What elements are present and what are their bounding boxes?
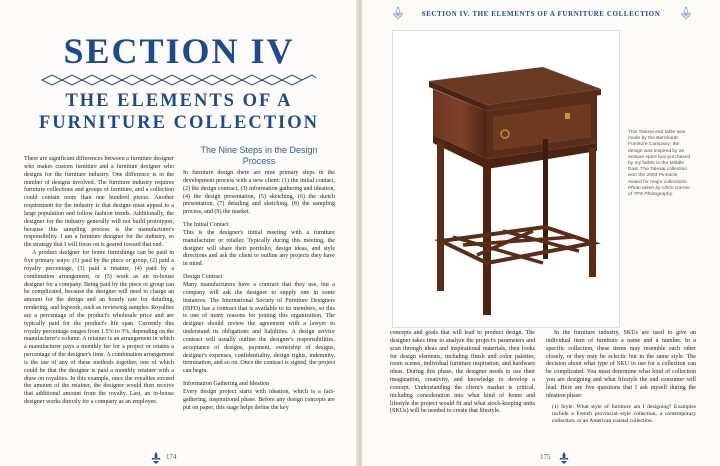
caption-line: by my father in the Middle [628, 161, 684, 167]
caption-line: of TPS Photography. [628, 192, 674, 198]
ornament-divider-icon [40, 74, 318, 86]
caption-line: antique spice box purchased [628, 154, 691, 160]
paragraph: Many manufacturers have a contract that they use, but a company will ask the designer to supply one in some instances. The International Society of Furniture Designers (ISFD) has a contract that is available to its members, so this is one of many reasons for joining this organization. The designer should review the agreement with a lawyer to understand its obligations and liabilities. A design service contract will usually outline the designer's responsibilities, acceptance of designs, payment, ownership of designs, designer's expenses, confidentiality, design rights, indemnity, termination, and so on. Once the contract is signed, the project can begin. [183, 281, 335, 375]
question-list [546, 404, 696, 425]
paragraph: In furniture design there are nine primary steps in the development process with a new client: (1) the initial contact, (2) the design contract, (3) information gathering and ideation, (4) the design presentation, (5) sketching, (6) the sketch presentation, (7) detailing and sketching, (8) the sampling process, and (9) the market. [183, 170, 335, 216]
caption-line: East. The Talesai collection [628, 167, 688, 173]
paragraph: This is the designer's initial meeting with a furniture manufacturer or retailer. Typically during this meeting, the designer will share their portfolio, design ideas, and style directions and ask the client to outline any projects they have in mind. [183, 229, 335, 268]
chapter-title-line-2: FURNITURE COLLECTION [38, 113, 320, 133]
paragraph: Every design project starts with ideation, which is a fact-gathering, inspirational phase. Before any design concepts are put on paper, this stage helps define the key [183, 388, 335, 411]
left-column-1 [24, 156, 174, 407]
paragraph: There are significant differences between a furniture designer who makes custom furniture and a furniture designer who designs for the furniture industry. One difference is in the number of designs involved. The furniture industry requires furniture collections and groups of furniture, and a collection could contain more than one hundred pieces. Another requirement for the industry is that designs must appeal to a large population and follow fashion trends. Additionally, the designer for the industry generally will not build prototypes, because this sampling process is the manufacturer's responsibility. I am a furniture designer for the industry, so the strategy that I will focus on is geared toward that end. [24, 156, 174, 249]
left-column-2 [183, 145, 335, 412]
page-number: 175 [540, 453, 551, 461]
right-column-1 [390, 330, 535, 416]
caption-line: won the 2003 Pinnacle [628, 173, 678, 179]
caption-line: This Talesai end table was [628, 130, 686, 135]
left-page [0, 0, 358, 466]
paragraph: concepts and goals that will lead to product design. The designer takes time to analyze the project's parameters and scan through ideas and inspirational materials, then looks for design elements, including finish and color palettes, room scenes, individual furniture inspiration, and hardware ideas. During this phase, the designer needs to use their imagination, creativity, and knowledge to develop a concept. Understanding the client's market is critical, including consideration into what kind of home and lifestyle the project would fit and what stock-keeping units (SKUs) will be needed to create that lifestyle. [390, 330, 535, 415]
end-table-illustration [393, 31, 619, 327]
chapter-title-line-1: THE ELEMENTS OF A [65, 91, 293, 111]
info-gathering-heading: Information Gathering and Ideation [183, 381, 270, 388]
right-column-2 [546, 330, 696, 425]
photo-caption [628, 130, 698, 198]
right-page [362, 0, 720, 466]
caption-line: Award for major collections. [628, 179, 688, 185]
design-contract-heading: Design Contract [183, 274, 223, 281]
caption-line: made by the Bernhardt [628, 136, 678, 142]
end-table-photo [392, 30, 620, 328]
list-item: (1) Style: What style of furniture am I designing? Examples include a French provincial–style collection, a contemporary collection, or an American coastal collection. [552, 403, 696, 424]
caption-line: Furniture Company; the [628, 142, 680, 148]
section-title: SECTION IV [63, 31, 295, 71]
paragraph: In the furniture industry, SKUs are used to give an individual item of furniture a name and a number. In a specific collection, these items may resemble each other closely, or they may be eclectic but in the same style. The decision about what type of SKU to use for a collection can be complicated. You must determine what kind of collection you are designing and what lifestyle the end consumer will lead. Here are five questions that I ask myself during the ideation phase: [546, 330, 696, 399]
fleur-de-lis-icon [558, 451, 570, 465]
caption-line: Photo taken by Chris Garner [628, 185, 690, 191]
nine-steps-heading: The Nine Steps in the Design Process [200, 145, 318, 166]
initial-contact-heading: The Initial Contact [183, 222, 229, 229]
page-number: 174 [166, 453, 177, 461]
chapter-title [0, 90, 358, 134]
running-head: SECTION IV. THE ELEMENTS OF A FURNITURE COLLECTION [421, 10, 661, 18]
caption-line: design was inspired by an [628, 148, 685, 154]
fleur-de-lis-icon [680, 6, 692, 20]
paragraph: A product designer for home furnishings can be paid in five primary ways: (1) paid by the piece or group, (2) paid a royalty percentage, (3) paid a retainer, (4) paid by a combination arrangement, or (5) work as an in-house designer for a company. Being paid by the piece or group can be complicated, because the designer will need to charge an amount for the design and an hourly rate for detailing, rendering, and legwork, such as reviewing samples. Royalties are a percentage of the product's wholesale price and are typically paid for the product's life span. Currently this royalty percentage ranges from 1.5% to 3%, depending on the manufacturer's volume. A retainer is an arrangement in which a manufacturer pays a monthly fee for a project or retains a percentage of the designer's time. A combination arrangement is the use of any of these methods together, one of which could be that the designer is paid a monthly retainer with a draw on royalties. In this example, once the royalties exceed the amount of the retainer, the designer would then receive that additional amount from the royalty. Last, an in-house designer works directly for a company as an employee. [24, 250, 174, 406]
fleur-de-lis-icon [150, 451, 162, 465]
